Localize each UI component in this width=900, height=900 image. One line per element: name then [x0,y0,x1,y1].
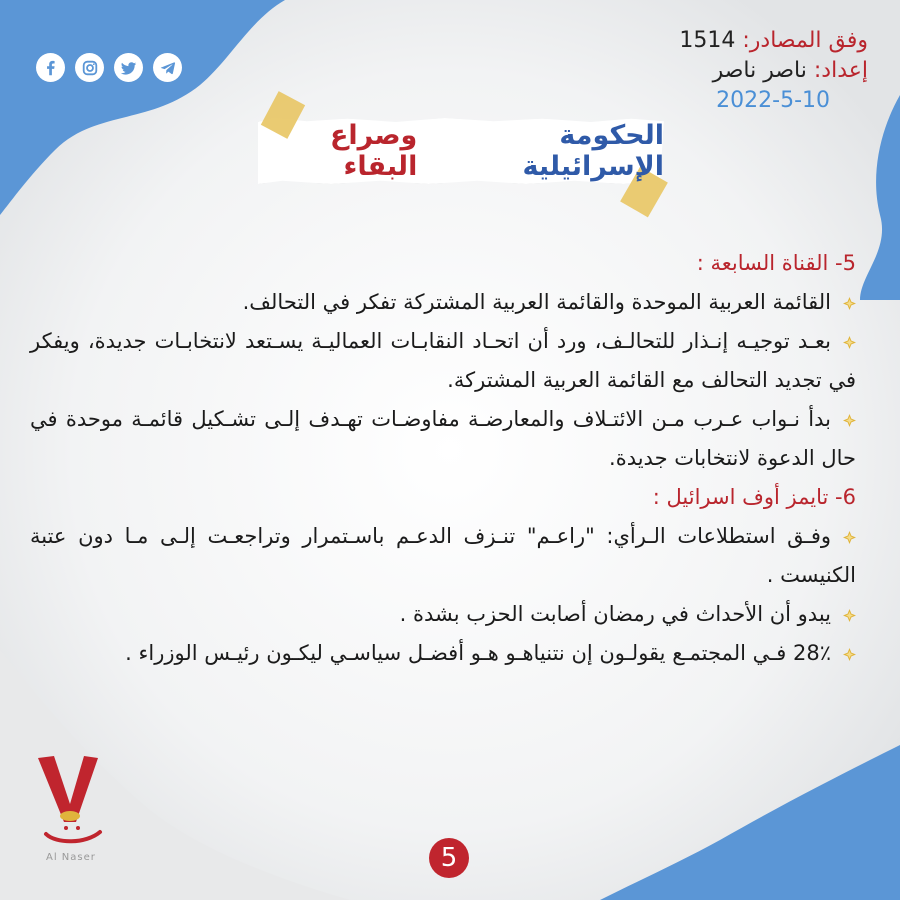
title-part-1: الحكومة الإسرائيلية [522,120,664,182]
twitter-icon[interactable] [114,53,143,82]
list-item-text: بعـد توجيـه إنـذار للتحالـف، ورد أن اتحـاد النقابـات العماليـة يسـتعد لانتخابـات جديدة، ويفكر في تجديد التحالف مع القائمة العربية المشتركة. [30,329,856,392]
diamond-bullet-icon [843,414,856,427]
sources-line [679,26,868,56]
list-item-text: 28٪ فـي المجتمـع يقولـون إن نتنياهـو هـو أفضـل سياسـي ليكـون رئيـس الوزراء . [125,641,831,665]
diamond-bullet-icon [843,297,856,310]
diamond-bullet-icon [843,336,856,349]
list-item [30,517,856,595]
list-item-text: بدأ نـواب عـرب مـن الائتـلاف والمعارضـة مفاوضـات تهـدف إلـى تشـكيل قائمـة موحدة في حال الدعوة لانتخابات جديدة. [30,407,856,470]
list-item-text: القائمة العربية الموحدة والقائمة العربية المشتركة تفكر في التحالف. [242,290,831,314]
prepared-value: ناصر ناصر [712,58,807,83]
list-item-text: يبدو أن الأحداث في رمضان أصابت الحزب بشدة . [399,602,831,626]
post-date: 2022-5-10 [716,88,830,113]
sources-label: وفق المصادر: [742,28,868,53]
list-item [30,400,856,478]
diamond-bullet-icon [843,609,856,622]
logo-english-text: Al Naser [46,852,96,863]
list-item-text: وفـق استطلاعات الـرأي: "راعـم" تنـزف الدعـم باسـتمرار وتراجعـت إلـى مـا دون عتبة الكنيست . [30,524,856,587]
prepared-line [679,56,868,86]
list-item [30,283,856,322]
title-part-2: وصراع البقاء [329,120,418,182]
title-banner [258,118,664,184]
prepared-label: إعداد: [813,58,868,83]
sources-value: 1514 [679,28,736,53]
article-body [30,244,856,673]
facebook-icon[interactable] [36,53,65,82]
section-heading: 5- القناة السابعة : [696,251,856,275]
social-links [36,53,182,82]
list-item [30,322,856,400]
diamond-bullet-icon [843,531,856,544]
instagram-icon[interactable] [75,53,104,82]
list-item [30,634,856,673]
telegram-icon[interactable] [153,53,182,82]
list-item [30,595,856,634]
page-number-badge: 5 [429,838,469,878]
section-heading: 6- تايمز أوف اسرائيل : [652,485,856,509]
page-title [258,118,664,184]
post-meta [679,26,868,116]
al-naser-logo [26,752,122,872]
diamond-bullet-icon [843,648,856,661]
